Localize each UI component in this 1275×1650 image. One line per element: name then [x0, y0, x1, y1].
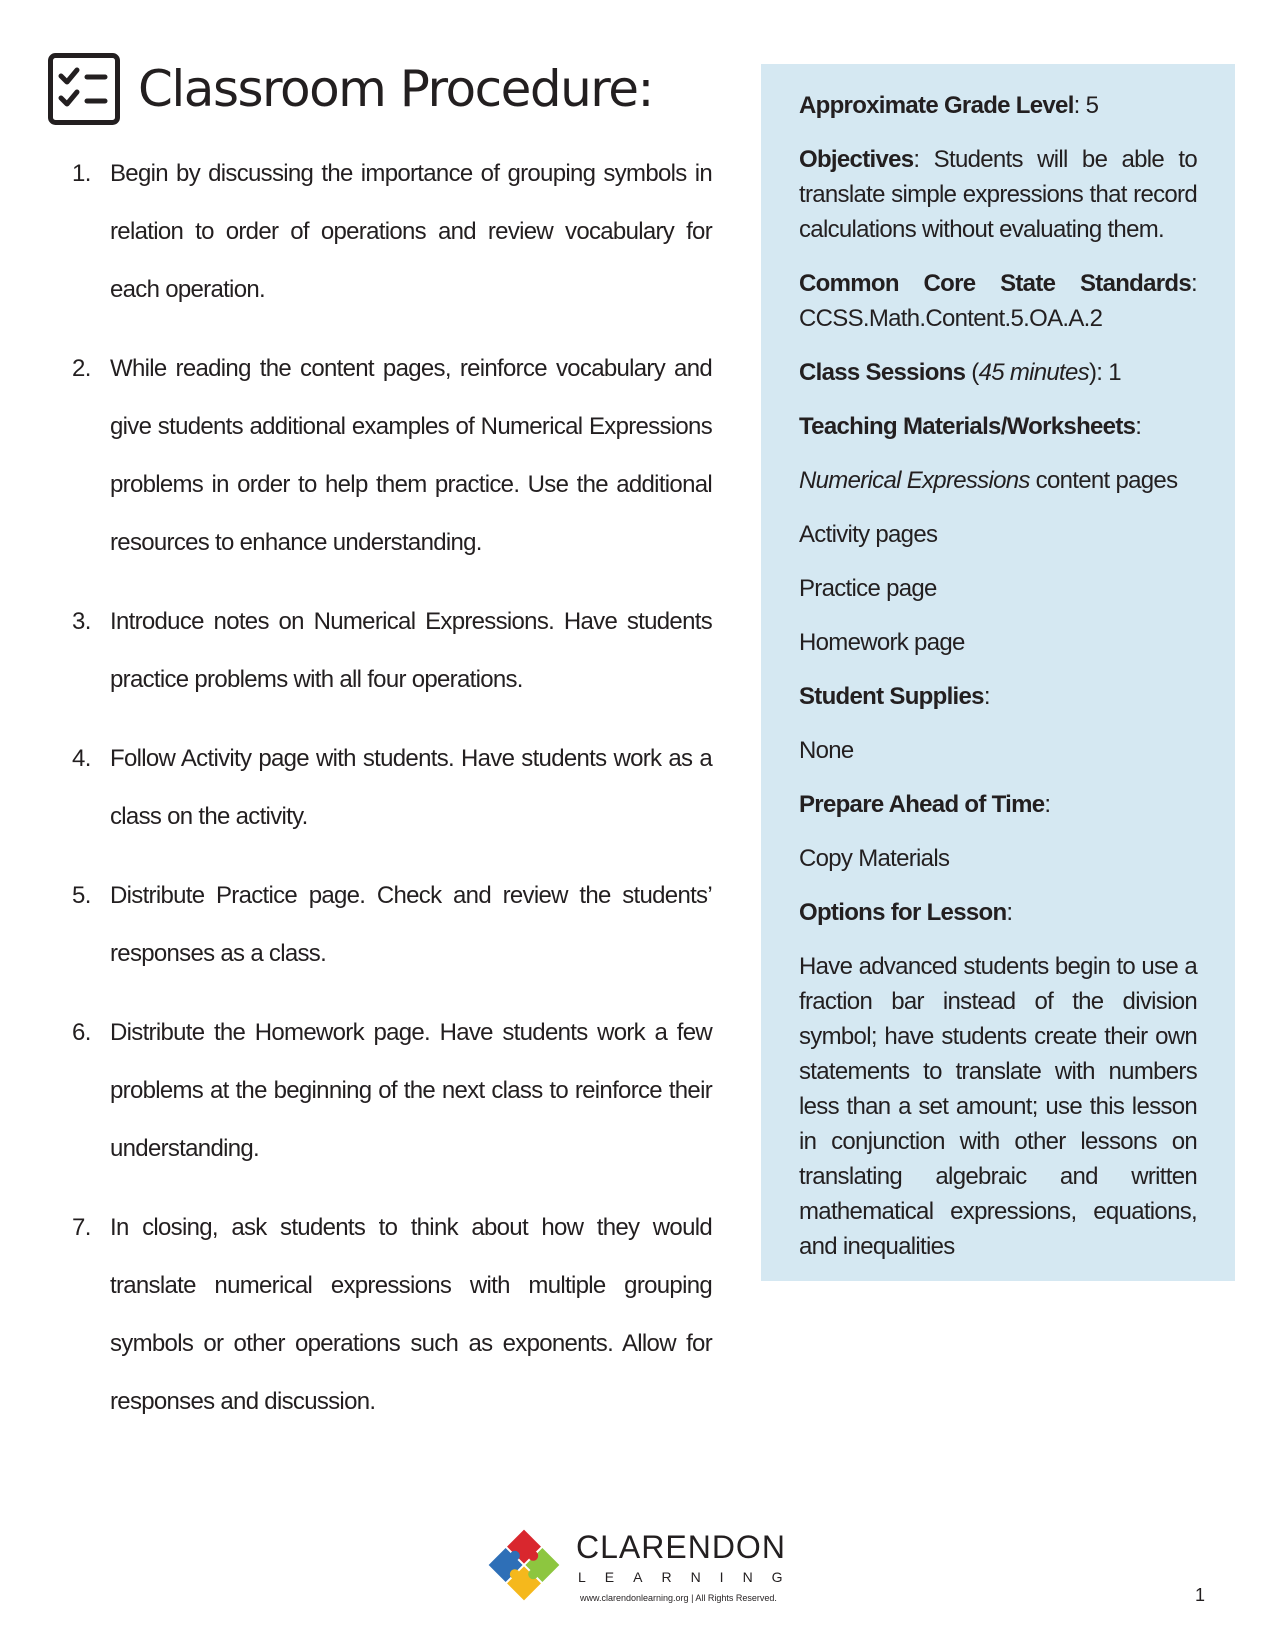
standards-value: CCSS.Math.Content.5.OA.A.2	[799, 305, 1103, 332]
grade-level: Approximate Grade Level: 5	[799, 92, 1099, 119]
step-text: Begin by discussing the importance of grouping symbols in relation to order of operations and review vocabulary for each operation.	[110, 160, 712, 303]
material-content-suffix: content pages	[1029, 467, 1178, 494]
objectives: Objectives: Students will be able to translate simple expressions that record calculations without evaluating them.	[799, 146, 1197, 243]
class-sessions-duration: 45 minutes	[978, 359, 1089, 386]
student-supplies-heading: Student Supplies:	[799, 683, 990, 710]
material-practice-page: Practice page	[799, 575, 937, 602]
procedure-step	[72, 1004, 712, 1178]
procedure-step	[72, 867, 712, 983]
step-number: 6.	[72, 1019, 91, 1046]
step-number: 7.	[72, 1214, 91, 1241]
lesson-info-panel	[761, 64, 1235, 1281]
grade-level-label: Approximate Grade Level	[799, 92, 1074, 119]
student-supplies-label: Student Supplies	[799, 683, 984, 710]
teaching-materials-heading: Teaching Materials/Worksheets:	[799, 413, 1142, 440]
checklist-icon	[48, 53, 120, 125]
options-label: Options for Lesson	[799, 899, 1007, 926]
objectives-label: Objectives	[799, 146, 914, 173]
procedure-step	[72, 730, 712, 846]
class-sessions-value: 1	[1108, 359, 1121, 386]
teaching-materials-label: Teaching Materials/Worksheets	[799, 413, 1136, 440]
procedure-step	[72, 1199, 712, 1431]
procedure-steps	[72, 145, 712, 1452]
objectives-text: Students will be able to translate simple expressions that record calculations without evaluating them.	[799, 146, 1197, 243]
step-text: Introduce notes on Numerical Expressions. Have students practice problems with all four operations.	[110, 608, 712, 693]
material-content-pages	[799, 463, 1197, 498]
step-number: 2.	[72, 355, 91, 382]
class-sessions: Class Sessions (45 minutes): 1	[799, 359, 1121, 386]
step-text: Distribute the Homework page. Have students work a few problems at the beginning of the next class to reinforce their understanding.	[110, 1019, 712, 1162]
step-text: In closing, ask students to think about how they would translate numerical expressions with multiple grouping symbols or other operations such as exponents. Allow for responses and discussion.	[110, 1214, 712, 1415]
options-text: Have advanced students begin to use a fraction bar instead of the division symbol; have students create their own statements to translate with numbers less than a set amount; use this lesson in conjunction with other lessons on translating algebraic and written mathematical expressions, equations, and inequalities	[799, 953, 1197, 1260]
logo-name: CLARENDON	[576, 1529, 786, 1565]
step-text: Follow Activity page with students. Have students work as a class on the activity.	[110, 745, 712, 830]
standards-label: Common Core State Standards	[799, 270, 1192, 297]
class-sessions-label: Class Sessions	[799, 359, 966, 386]
prepare-label: Prepare Ahead of Time	[799, 791, 1045, 818]
standards: Common Core State Standards: CCSS.Math.Content.5.OA.A.2	[799, 270, 1197, 332]
clarendon-logo	[484, 1525, 802, 1605]
prepare-heading: Prepare Ahead of Time:	[799, 791, 1051, 818]
procedure-step	[72, 593, 712, 709]
material-content-title: Numerical Expressions	[799, 467, 1030, 494]
procedure-step	[72, 145, 712, 319]
logo-url: www.clarendonlearning.org | All Rights Reserved.	[580, 1593, 777, 1603]
prepare-value: Copy Materials	[799, 845, 950, 872]
step-number: 4.	[72, 745, 91, 772]
grade-level-value: 5	[1085, 92, 1099, 119]
step-text: While reading the content pages, reinforce vocabulary and give students additional examples of Numerical Expressions problems in order to help them practice. Use the additional resources to enhance understanding.	[110, 355, 712, 556]
step-number: 1.	[72, 160, 91, 187]
procedure-step	[72, 340, 712, 572]
options-heading: Options for Lesson:	[799, 899, 1013, 926]
page-title: Classroom Procedure:	[138, 60, 653, 118]
logo-subtitle: LEARNING	[578, 1569, 802, 1585]
step-number: 5.	[72, 882, 91, 909]
material-activity-pages: Activity pages	[799, 521, 938, 548]
page-number: 1	[1195, 1585, 1206, 1605]
student-supplies-value: None	[799, 737, 854, 764]
puzzle-logo-icon	[484, 1525, 564, 1605]
title-area	[48, 52, 653, 126]
step-number: 3.	[72, 608, 91, 635]
step-text: Distribute Practice page. Check and review the students’ responses as a class.	[110, 882, 712, 967]
material-homework-page: Homework page	[799, 629, 965, 656]
